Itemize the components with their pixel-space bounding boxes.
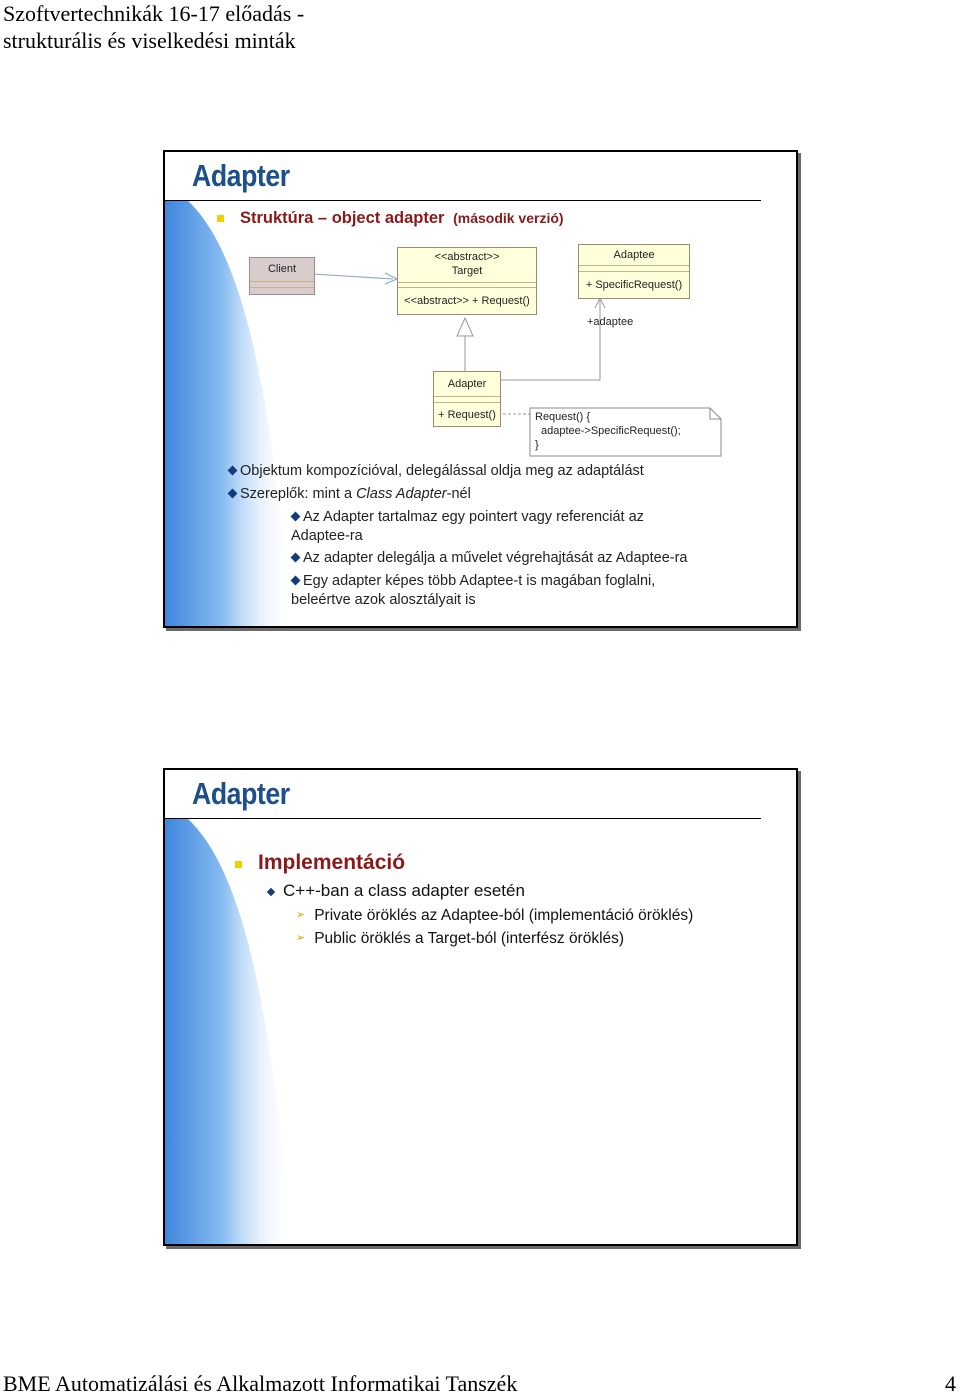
level3-bullet	[296, 930, 624, 948]
uml-adaptee-class	[578, 244, 690, 299]
diamond-bullet-icon	[291, 553, 301, 563]
adapter-name: Adapter	[447, 378, 487, 390]
page-number: 4	[945, 1371, 956, 1396]
uml-client-class	[249, 257, 315, 295]
uml-adapter-class	[433, 371, 501, 427]
uml-note	[535, 410, 681, 452]
bullet-text: Szereplők: mint a	[240, 486, 357, 502]
header-line-1: Szoftvertechnikák 16-17 előadás -	[3, 1, 305, 26]
sub-bullet-item	[292, 572, 655, 591]
note-line-1: Request() {	[535, 411, 591, 423]
adaptee-operation: + SpecificRequest()	[585, 279, 683, 291]
bullet-text-italic: Class Adapter	[356, 486, 447, 502]
diamond-bullet-icon	[228, 489, 238, 499]
level3-bullet	[296, 907, 693, 925]
arrow-bullet-icon: ➢	[296, 909, 306, 921]
class-compartment-divider	[434, 402, 500, 403]
diamond-bullet-icon	[267, 888, 275, 896]
header-line-2: strukturális és viselkedési minták	[3, 28, 296, 53]
bullet-text: Private öröklés az Adaptee-ból (implementáció öröklés)	[314, 907, 694, 924]
page-header	[3, 0, 304, 54]
bullet-text: Az adapter delegálja a művelet végrehajtását az Adaptee-ra	[303, 550, 688, 566]
bullet-text: Az Adapter tartalmaz egy pointert vagy referenciát az	[303, 509, 644, 525]
sub-bullet-continuation: beleértve azok alosztályait is	[291, 592, 476, 608]
class-compartment-divider	[398, 287, 536, 288]
bullet-text: C++-ban a class adapter esetén	[283, 881, 525, 900]
class-compartment-divider	[250, 287, 314, 288]
bullet-text: Public öröklés a Target-ból (interfész öröklés)	[314, 930, 625, 947]
association-label: +adaptee	[587, 316, 634, 328]
page-footer: BME Automatizálási és Alkalmazott Informatikai Tanszék	[3, 1371, 518, 1396]
class-compartment-divider	[250, 281, 314, 282]
target-name: Target	[451, 265, 483, 277]
adapter-operation: + Request()	[438, 409, 496, 421]
class-compartment-divider	[434, 396, 500, 397]
heading-note: (második verzió)	[453, 210, 564, 226]
target-operation: <<abstract>> + Request()	[404, 295, 530, 307]
sub-bullet-continuation: Adaptee-ra	[291, 528, 363, 544]
diamond-bullet-icon	[291, 512, 301, 522]
slide-title: Adapter	[192, 776, 290, 811]
diamond-bullet-icon	[291, 576, 301, 586]
diamond-bullet-icon	[228, 466, 238, 476]
bullet-text: Egy adapter képes több Adaptee-t is magában foglalni,	[303, 573, 656, 589]
bullet-text: -nél	[446, 486, 471, 502]
class-compartment-divider	[398, 282, 536, 283]
uml-target-class	[397, 247, 537, 315]
note-line-2: adaptee->SpecificRequest();	[541, 425, 681, 437]
level2-bullet	[268, 881, 525, 901]
arrow-bullet-icon: ➢	[296, 932, 306, 944]
section-heading: Implementáció	[258, 851, 406, 874]
slide-title: Adapter	[192, 158, 290, 193]
note-line-3: }	[535, 439, 539, 451]
slide-1	[163, 150, 798, 628]
bullet-text: Objektum kompozícióval, delegálással oldja meg az adaptálást	[240, 463, 644, 479]
title-divider	[165, 818, 761, 819]
class-compartment-divider	[579, 265, 689, 266]
bullet-item	[229, 485, 471, 504]
heading-text: Struktúra – object adapter	[240, 209, 445, 227]
sub-bullet-item	[292, 508, 644, 527]
sub-bullet-item	[292, 549, 688, 568]
class-compartment-divider	[579, 271, 689, 272]
target-stereotype: <<abstract>>	[434, 251, 500, 263]
client-name: Client	[267, 263, 297, 275]
slide-swoosh-decoration	[165, 770, 796, 1244]
bullet-square-icon	[235, 861, 242, 868]
bullet-item	[229, 462, 644, 481]
adaptee-name: Adaptee	[613, 249, 655, 261]
slide-2	[163, 768, 798, 1246]
